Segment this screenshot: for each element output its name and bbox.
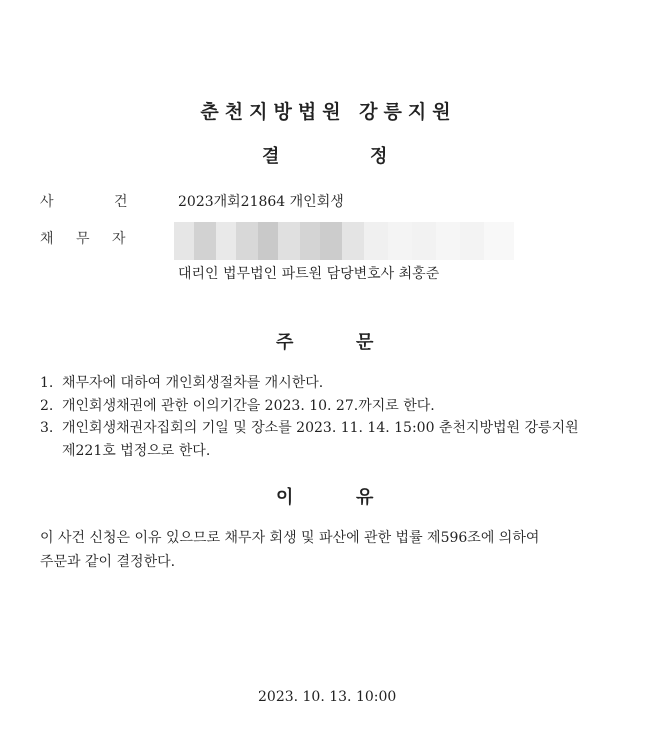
order-item-2 xyxy=(40,395,435,415)
reason-heading-right: 유 xyxy=(356,487,374,508)
debtor-label-2: 무 xyxy=(76,231,90,247)
case-label-right: 건 xyxy=(114,194,128,210)
case-value: 2023개회21864 개인회생 xyxy=(178,194,344,210)
debtor-label-1: 채 xyxy=(40,231,54,247)
order-text: 채무자에 대하여 개인회생절차를 개시한다. xyxy=(62,375,324,391)
reason-heading-left: 이 xyxy=(276,487,294,508)
main-heading-left: 주 xyxy=(276,332,294,353)
reason-line-1: 이 사건 신청은 이유 있으므로 채무자 회생 및 파산에 관한 법률 제596조에 의하여 xyxy=(40,530,540,546)
representative: 대리인 법무법인 파트원 담당변호사 최홍준 xyxy=(178,266,440,282)
reason-line-2: 주문과 같이 결정한다. xyxy=(40,554,176,570)
decision-heading-left: 결 xyxy=(262,146,280,167)
order-text: 개인회생채권자집회의 기일 및 장소를 2023. 11. 14. 15:00 춘천지방법원 강릉지원 xyxy=(62,420,579,436)
debtor-label-3: 자 xyxy=(112,231,126,247)
order-number: 2. xyxy=(40,398,54,414)
decision-heading-right: 정 xyxy=(370,146,388,167)
main-heading-right: 문 xyxy=(356,332,374,353)
case-label-left: 사 xyxy=(40,194,54,210)
order-item-3 xyxy=(40,417,579,437)
order-item-1 xyxy=(40,372,323,392)
order-text: 개인회생채권에 관한 이의기간을 2023. 10. 27.까지로 한다. xyxy=(62,398,435,414)
order-number: 1. xyxy=(40,375,54,391)
order-number: 3. xyxy=(40,420,54,436)
debtor-redacted-block xyxy=(174,222,514,260)
court-title: 춘천지방법원 강릉지원 xyxy=(200,101,457,123)
decision-date: 2023. 10. 13. 10:00 xyxy=(258,689,397,705)
order-item-3-continuation: 제221호 법정으로 한다. xyxy=(62,443,211,459)
